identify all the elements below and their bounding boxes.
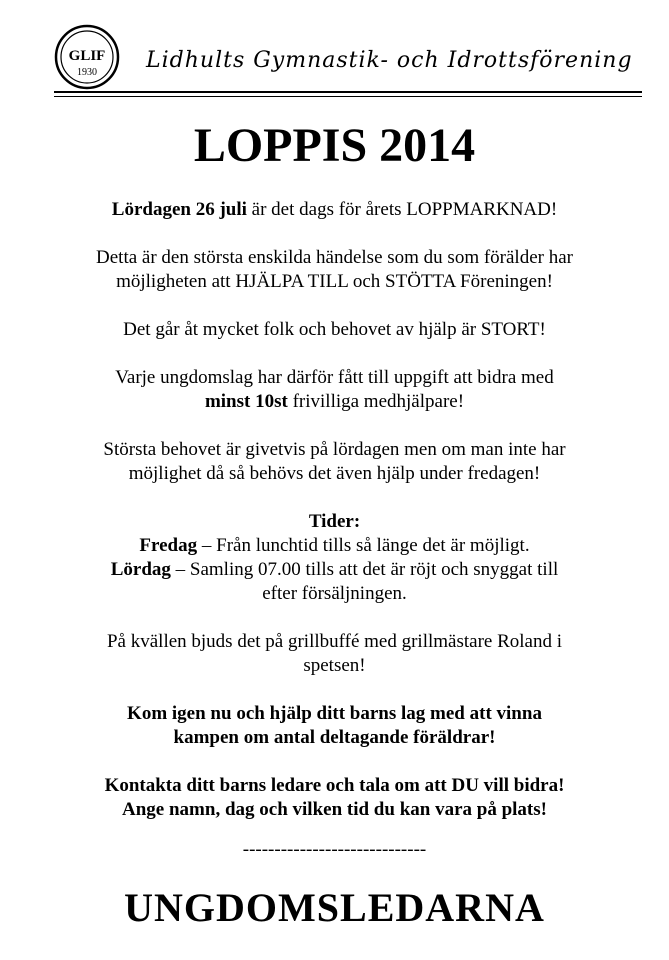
header-rule-thick [54, 91, 642, 93]
contact-line-1: Kontakta ditt barns ledare och tala om att DU vill bidra! [104, 775, 565, 796]
intro-line-2: möjligheten att HJÄLPA TILL och STÖTTA Föreningen! [116, 271, 553, 292]
team-line-1: Varje ungdomslag har därför fått till uppgift att bidra med [115, 367, 554, 388]
date-paragraph [40, 198, 629, 222]
saturday-need-line-2: möjlighet då så behövs det även hjälp under fredagen! [128, 463, 541, 484]
intro-paragraph [40, 246, 629, 294]
evening-paragraph [40, 630, 629, 678]
times-section [40, 510, 629, 606]
team-paragraph [40, 366, 629, 414]
date-bold: Lördagen 26 juli [111, 199, 247, 220]
saturday-need-paragraph [40, 438, 629, 486]
call-to-action [40, 702, 629, 750]
header-rule-thin [54, 96, 642, 97]
saturday-text-line-2: efter försäljningen. [262, 583, 407, 604]
signature: UNGDOMSLEDARNA [124, 885, 545, 930]
logo-year: 1930 [77, 67, 97, 78]
contact-line-2: Ange namn, dag och vilken tid du kan vara på plats! [122, 799, 547, 820]
dashed-divider: ----------------------------- [242, 839, 427, 860]
club-name: Lidhults Gymnastik- och Idrottsförening [146, 48, 633, 73]
cta-line-1: Kom igen nu och hjälp ditt barns lag med att vinna [127, 703, 542, 724]
times-heading: Tider: [308, 511, 361, 532]
date-rest: är det dags för årets LOPPMARKNAD! [246, 199, 558, 220]
logo-letters: GLIF [68, 48, 106, 64]
intro-line-1: Detta är den största enskilda händelse som du som förälder har [96, 247, 573, 268]
evening-line-1: På kvällen bjuds det på grillbuffé med grillmästare Roland i [106, 631, 563, 652]
cta-line-2: kampen om antal deltagande föräldrar! [173, 727, 496, 748]
friday-text: – Från lunchtid tills så länge det är möjligt. [197, 535, 530, 556]
flyer-body [40, 198, 629, 822]
evening-line-2: spetsen! [303, 655, 366, 676]
saturday-label: Lördag [110, 559, 171, 580]
team-line-2-rest: frivilliga medhjälpare! [287, 391, 465, 412]
friday-label: Fredag [139, 535, 198, 556]
club-logo [54, 24, 120, 90]
letterhead [0, 0, 669, 100]
saturday-need-line-1: Största behovet är givetvis på lördagen men om man inte har [103, 439, 566, 460]
page-title: LOPPIS 2014 [193, 119, 476, 172]
saturday-text: – Samling 07.00 tills att det är röjt och snyggat till [170, 559, 559, 580]
contact-paragraph [40, 774, 629, 822]
team-minimum: minst 10st [204, 391, 288, 412]
need-paragraph: Det går åt mycket folk och behovet av hjälp är STORT! [123, 319, 546, 340]
